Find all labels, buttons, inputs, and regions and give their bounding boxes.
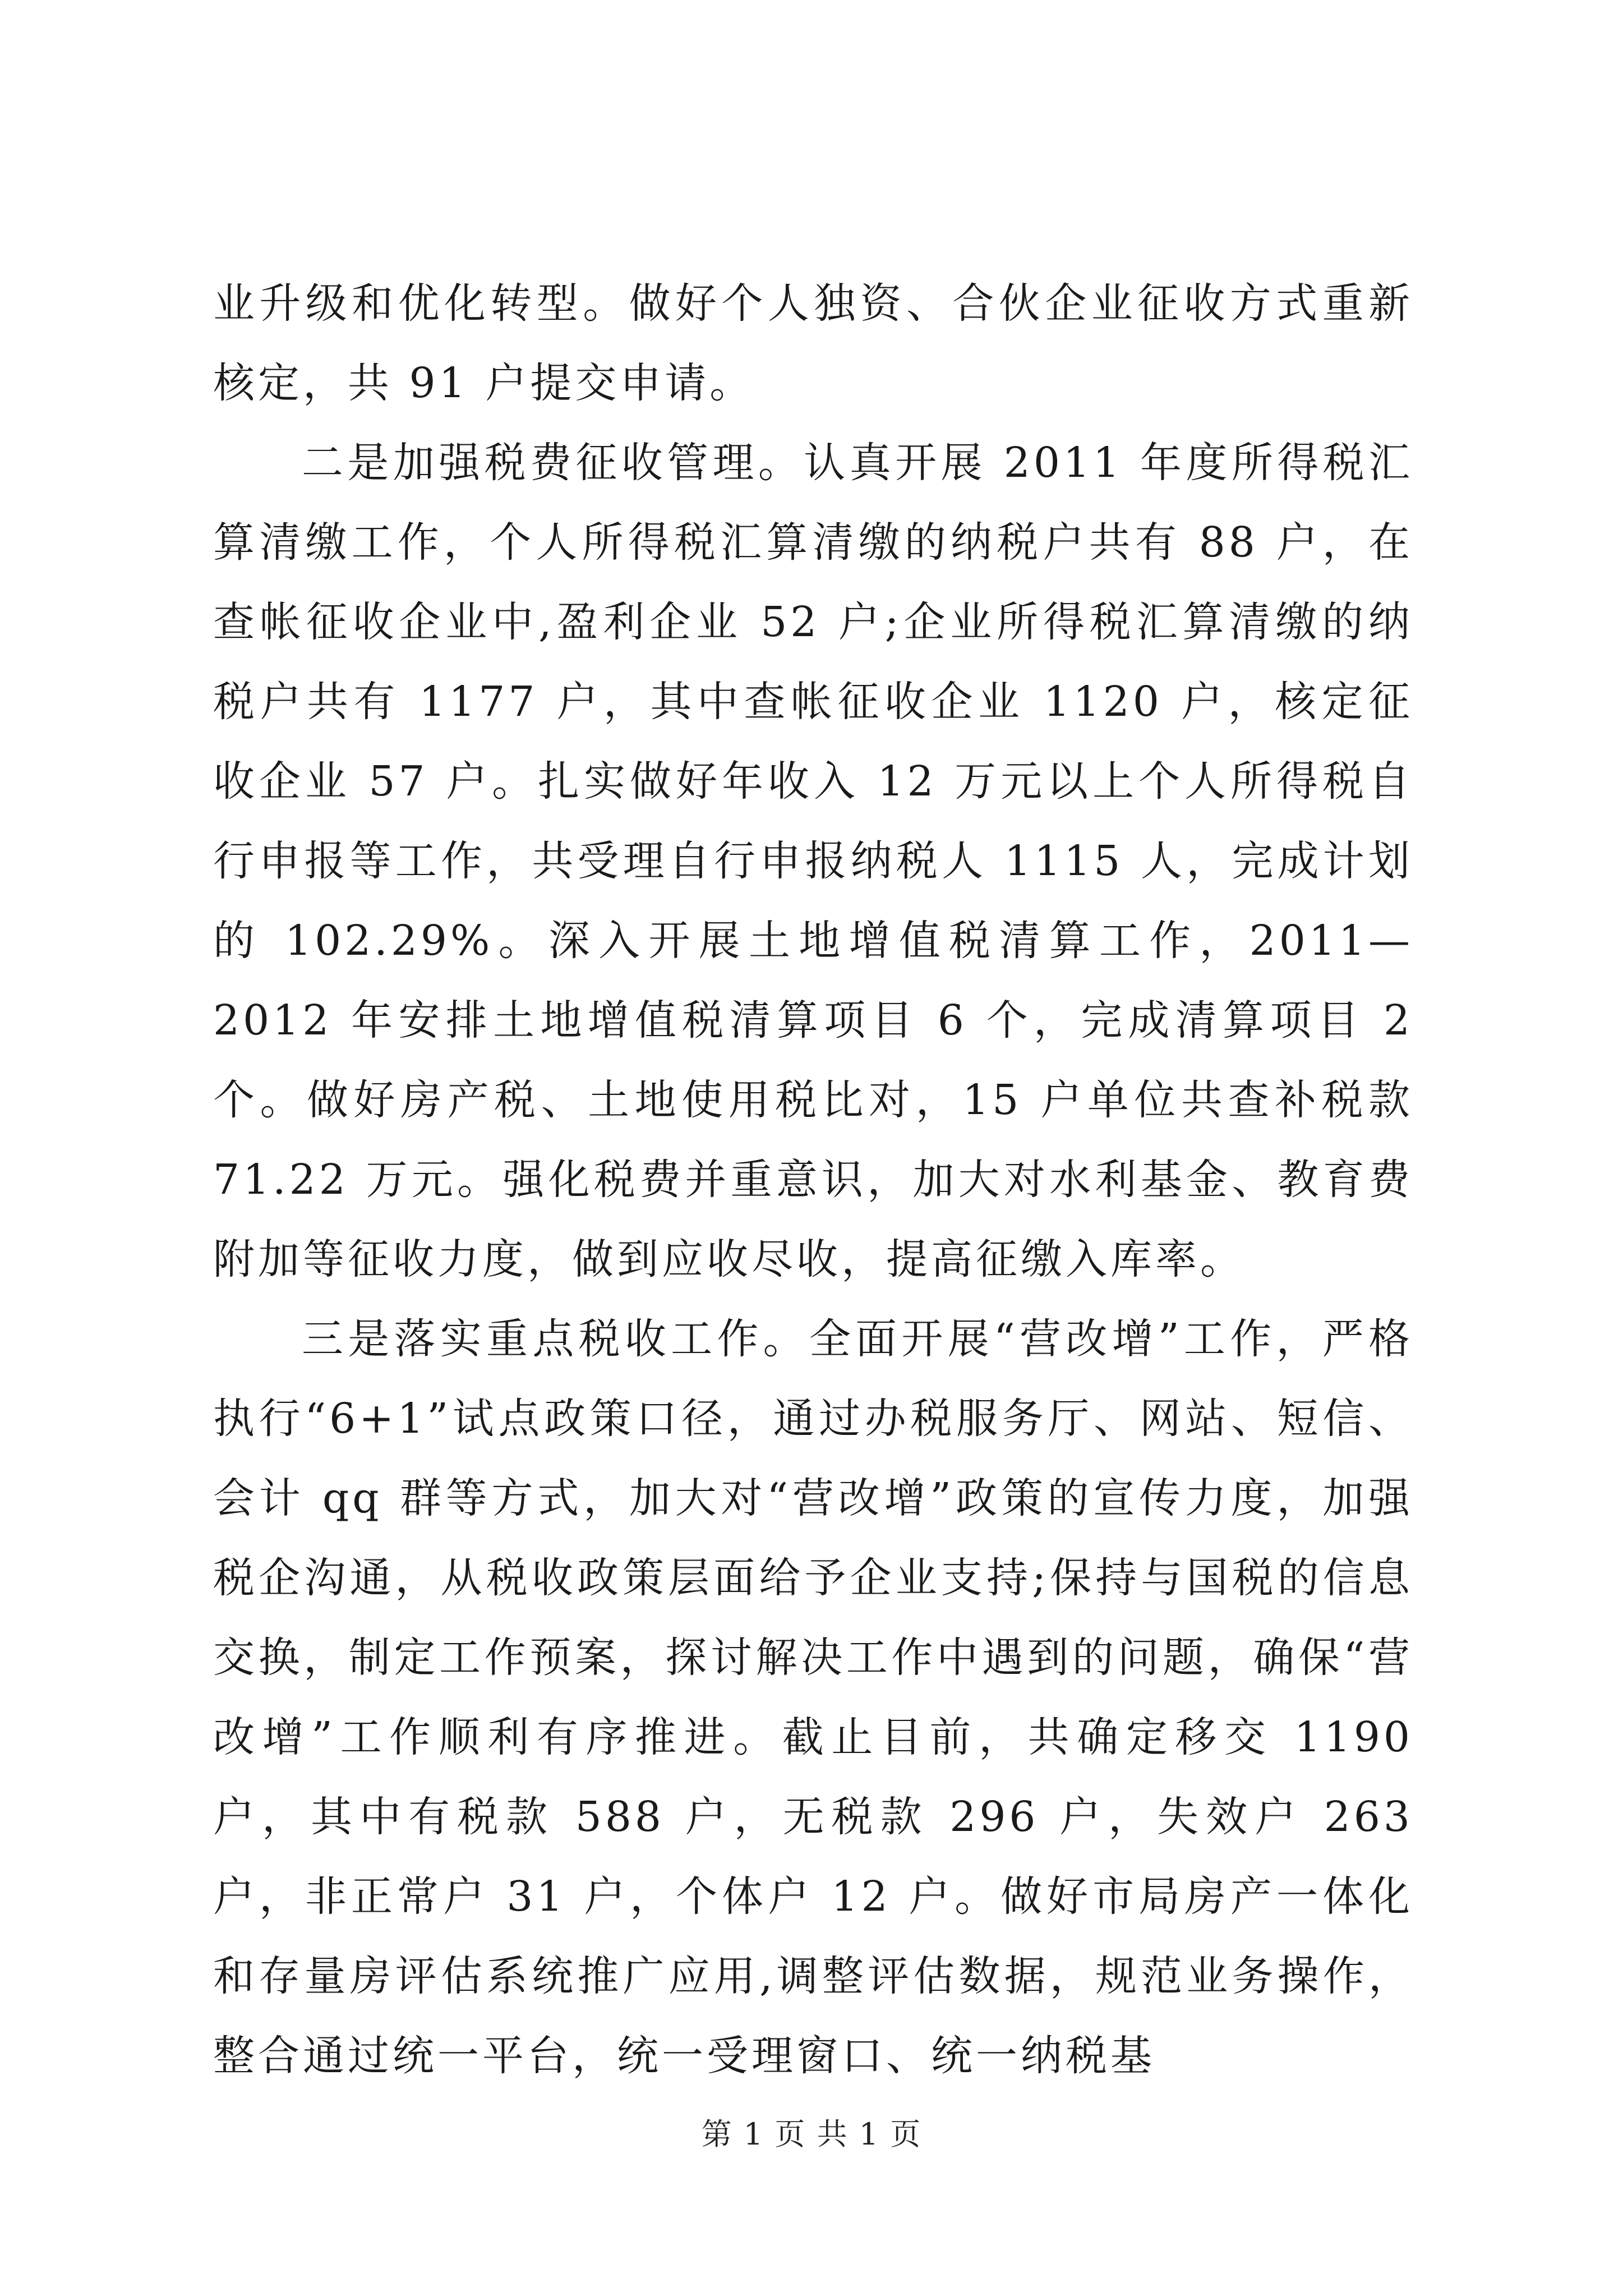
document-body	[213, 264, 1413, 2096]
page-footer: 第 1 页 共 1 页	[701, 2116, 922, 2152]
paragraph-1: 业升级和优化转型。做好个人独资、合伙企业征收方式重新核定，共 91 户提交申请。	[213, 279, 1413, 407]
paragraph-3: 三是落实重点税收工作。全面开展“营改增”工作，严格执行“6+1”试点政策口径，通过办税服务厅、网站、短信、会计 qq 群等方式，加大对“营改增”政策的宣传力度，加强税企沟通，从税收政策层面给予企业支持;保持与国税的信息交换，制定工作预案，探讨解决工作中遇到的问题，确保“营改增”工作顺利有序推进。截止目前，共确定移交 1190 户，其中有税款 588 户，无税款 296 户，失效户 263 户，非正常户 31 户，个体户 12 户。做好市局房产一体化和存量房评估系统推广应用,调整评估数据，规范业务操作，整合通过统一平台，统一受理窗口、统一纳税基	[213, 1315, 1413, 2080]
paragraph-2: 二是加强税费征收管理。认真开展 2011 年度所得税汇算清缴工作，个人所得税汇算清缴的纳税户共有 88 户，在查帐征收企业中,盈利企业 52 户;企业所得税汇算清缴的纳税户共有 1177 户，其中查帐征收企业 1120 户，核定征收企业 57 户。扎实做好年收入 12 万元以上个人所得税自行申报等工作，共受理自行申报纳税人 1115 人，完成计划的 102.29%。深入开展土地增值税清算工作，2011—2012 年安排土地增值税清算项目 6 个，完成清算项目 2 个。做好房产税、土地使用税比对，15 户单位共查补税款 71.22 万元。强化税费并重意识，加大对水利基金、教育费附加等征收力度，做到应收尽收，提高征缴入库率。	[213, 439, 1413, 1283]
